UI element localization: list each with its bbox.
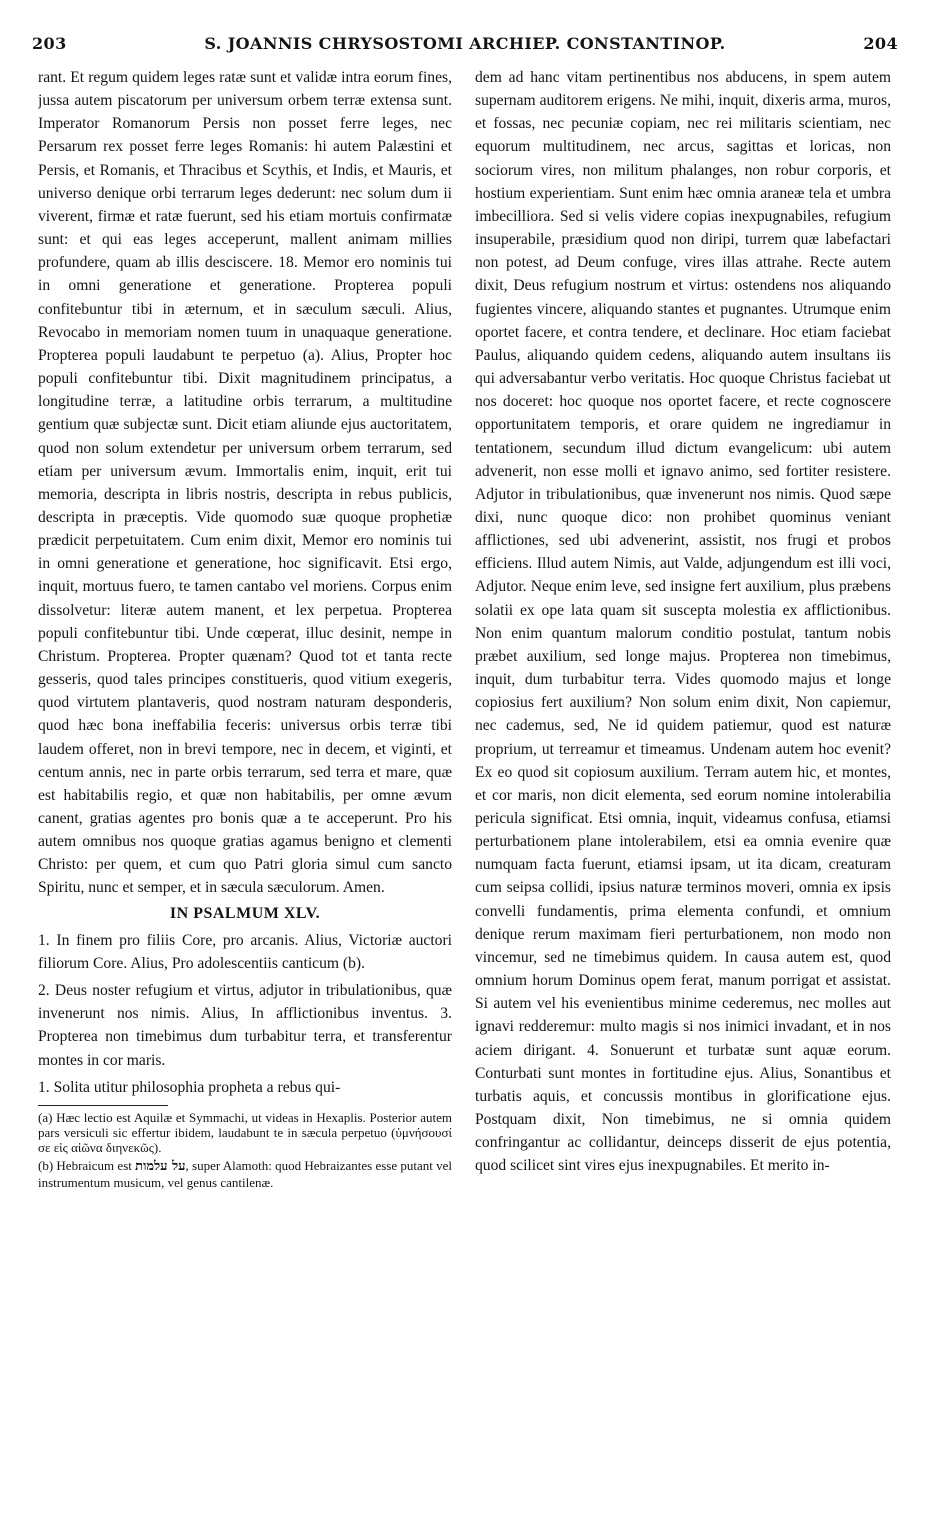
psalm-verse-2: 2. Deus noster refugium et virtus, adjutor in tribulationibus, quæ invenerunt nos nimis. Alius, In afflictionibus inventus. 3. Propterea non timebimus dum turbabitur terra, et transferentur montes in cor maris.	[38, 982, 452, 1069]
footnote-b	[38, 1158, 452, 1189]
running-title: S. JOANNIS CHRYSOSTOMI ARCHIEP. CONSTANTINOP.	[204, 34, 726, 53]
page-number-left: 203	[32, 34, 67, 53]
psalm-verse-1: 1. In finem pro filiis Core, pro arcanis. Alius, Victoriæ auctori filiorum Core. Alius, Pro adolescentiis canticum (b).	[38, 931, 452, 972]
section-title: IN PSALMUM XLV.	[169, 904, 321, 922]
page-number-right: 204	[863, 34, 898, 53]
footnote-b-suffix: , super Alamoth: quod Hebraizantes esse putant vel instrumentum musicum, vel genus cantilenæ.	[38, 1158, 452, 1190]
footnote-a: (a) Hæc lectio est Aquilæ et Symmachi, ut videas in Hexaplis. Posterior autem pars versiculi sic effertur ibidem, laudabunt te in sæcula perpetuo (ὑμνήσουσί σε εἰς αἰῶνα διηνεκῶς).	[38, 1109, 452, 1156]
footnote-b-prefix: (b) Hebraicum est	[38, 1158, 132, 1174]
hebrew-term: על עלמות	[135, 1159, 186, 1175]
left-column	[38, 66, 452, 1526]
right-paragraph-1: dem ad hanc vitam pertinentibus nos abducens, in spem autem supernam auditorem erigens. Ne mihi, inquit, dixeris arma, muros, et fossas, nec pecuniæ copiam, nec rei militaris scientiam, nec equorum multitudinem, nec arcus, sagittas et loricas, non sociorum vires, non militum phalanges, non robur corporis, et hostium experientiam. Sunt enim hæc omnia araneæ tela et umbra imbecilliora. Sed si velis videre copias inexpugnabiles, refugium insuperabile, præsidium quod non diripi, turrem quæ labefactari non potest, ad Deum confuge, vires illas attrahe. Recte autem dixit, Deus refugium nostrum et virtus: ostendens nos aliquando fugientes vincere, aliquando stantes et pugnantes. Utrumque enim oportet facere, et contra tendere, et declinare. Hoc etiam faciebat Paulus, aliquando quidem cedens, aliquando autem insultans iis qui adversabantur verbo veritatis. Hoc quoque Christus faciebat ut nos doceret: hoc quoque nos oportet facere, et recte cognoscere opportunitatem temporis, et orare quidem ne ingrediamur in tentationem, secundum illud dictum evangelicum: ubi autem advenerit, non esse molli et ignavo animo, sed fortiter resistere. Adjutor in tribulationibus, quæ invenerunt nos nimis. Quod sæpe dixi, nunc quoque dico: non prohibet quominus veniant afflictiones, sed ubi advenerint, assistit, nos frugi et probos efficiens. Illud autem Nimis, aut Valde, adjungendum est illi voci, Adjutor. Neque enim leve, sed insigne fert auxilium, plus præbens solatii ex ope lata quam sit suscepta molestia ex afflictionibus. Non enim quantum malorum conditio postulat, tantum nobis præbet auxilium, sed longe majus. Propterea non timebimus, inquit, dum turbabitur terra. Vides quomodo majus et longe copiosius fert auxilium? Non solum enim dixit, Non capiemur, nec cademus, sed, Ne id quidem patiemur, quod est naturæ proprium, ut terreamur et timeamus. Undenam autem hoc evenit? Ex eo quod sit copiosum auxilium. Terram autem hic, et montes, et cor maris, non dicit elementa, sed eorum nomine intolerabilia pericula significat. Etsi omnia, inquit, videamus confusa, etiamsi perturbationem plane intolerabilem, etsi ea omnia evenire quæ numquam facta fuerunt, etiamsi ipsam, ut ita dicam, creaturam cum seipsa collidi, ipsius naturæ terminos moveri, omnia ex ipsis convelli fundamentis, prima elementa confundi, et omnium denique rerum maximam fieri perturbationem, non modo non vincemur, sed ne timebimus quidem. In causa autem est, quod omnium horum Dominus opem ferat, manum porrigat et assistat. Si autem vel his evenientibus minime cederemus, nec molles aut ignavi redderemur: multo magis si nos inimici invadant, et in nos aciem dirigant. 4. Sonuerunt et turbatæ sunt aquæ eorum. Conturbati sunt montes in fortitudine ejus. Alius, Sonantibus et turbatis aquis, et concussis montibus in glorificatione ejus. Postquam dixit, Non timebimus, ne si omnia quidem confringantur ac collidantur, deinceps disserit de ejus potentia, quod scilicet sint vires ejus inexpugnabiles. Et merito in-	[475, 69, 891, 1175]
left-paragraph-2: 1. Solita utitur philosophia propheta a rebus qui-	[38, 1078, 341, 1096]
right-column	[475, 66, 891, 1526]
running-head	[32, 34, 898, 56]
footnote-rule	[38, 1105, 168, 1106]
left-paragraph-1: rant. Et regum quidem leges ratæ sunt et validæ intra eorum fines, jussa autem piscatorum per universum orbem terræ extensa sunt. Imperator Romanorum Persis non posset ferre leges, nec Persarum rex posset ferre leges Romanis: hi autem Palæstini et Persis, et Romanis, et Thracibus et Scythis, et Indis, et Mauris, et universo denique orbi terrarum leges dederunt: nec solum dum ii viverent, firmæ et ratæ fuerunt, sed his etiam mortuis confirmatæ sunt: et qui eas leges acceperunt, mallent animam millies profundere, quam ab illis desciscere. 18. Memor ero nominis tui in omni generatione et generatione. Propterea populi confitebuntur tibi in æternum, et in sæculum sæculi. Alius, Revocabo in memoriam nomen tuum in unaquaque generatione. Propterea populi laudabunt te perpetuo (a). Alius, Propter hoc populi confitebuntur tibi. Dixit magnitudinem principatus, a longitudine terræ, a latitudine orbis terrarum, a multitudine gentium quæ subjectæ sunt. Dicit etiam aliunde ejus auctoritatem, quod non solum extendetur per universum orbem terrarum, sed etiam per universum ævum. Immortalis enim, inquit, erit tui memoria, descripta in libris nostris, descripta in rebus publicis, descripta in præceptis. Vide quomodo suæ quoque prophetiæ prædicit perpetuitatem. Cum enim dixit, Memor ero nominis tui in omni generatione et generatione, hoc significavit. Etsi ergo, inquit, mortuus fuero, te tamen cantabo vel moriens. Corpus enim dissolvetur: literæ autem manent, et lex perpetua. Propterea populi confitebuntur tibi. Unde cœperat, illuc desinit, nempe in Christum. Propterea. Propter quænam? Quod tot et tanta recte gesseris, quod tales principes constitueris, quod vitium exegeris, quod virtutem plantaveris, quod nostram naturam desponderis, quod hæc bona ineffabilia feceris: universus orbis terræ tibi laudem offeret, non in brevi tempore, nec in decem, et viginti, et centum annis, nec in parte orbis terrarum, sed terra et mare, quæ est habitabilis regio, et quæ non habitabilis, per omne ævum canent, gratias agentes pro bonis quæ a te acceperunt. Pro his autem omnibus nos quoque gratias agamus benigno et clementi Christo: per quem, et cum quo Patri gloria simul cum sancto Spiritu, nunc et semper, et in sæcula sæculorum. Amen.	[38, 69, 452, 897]
